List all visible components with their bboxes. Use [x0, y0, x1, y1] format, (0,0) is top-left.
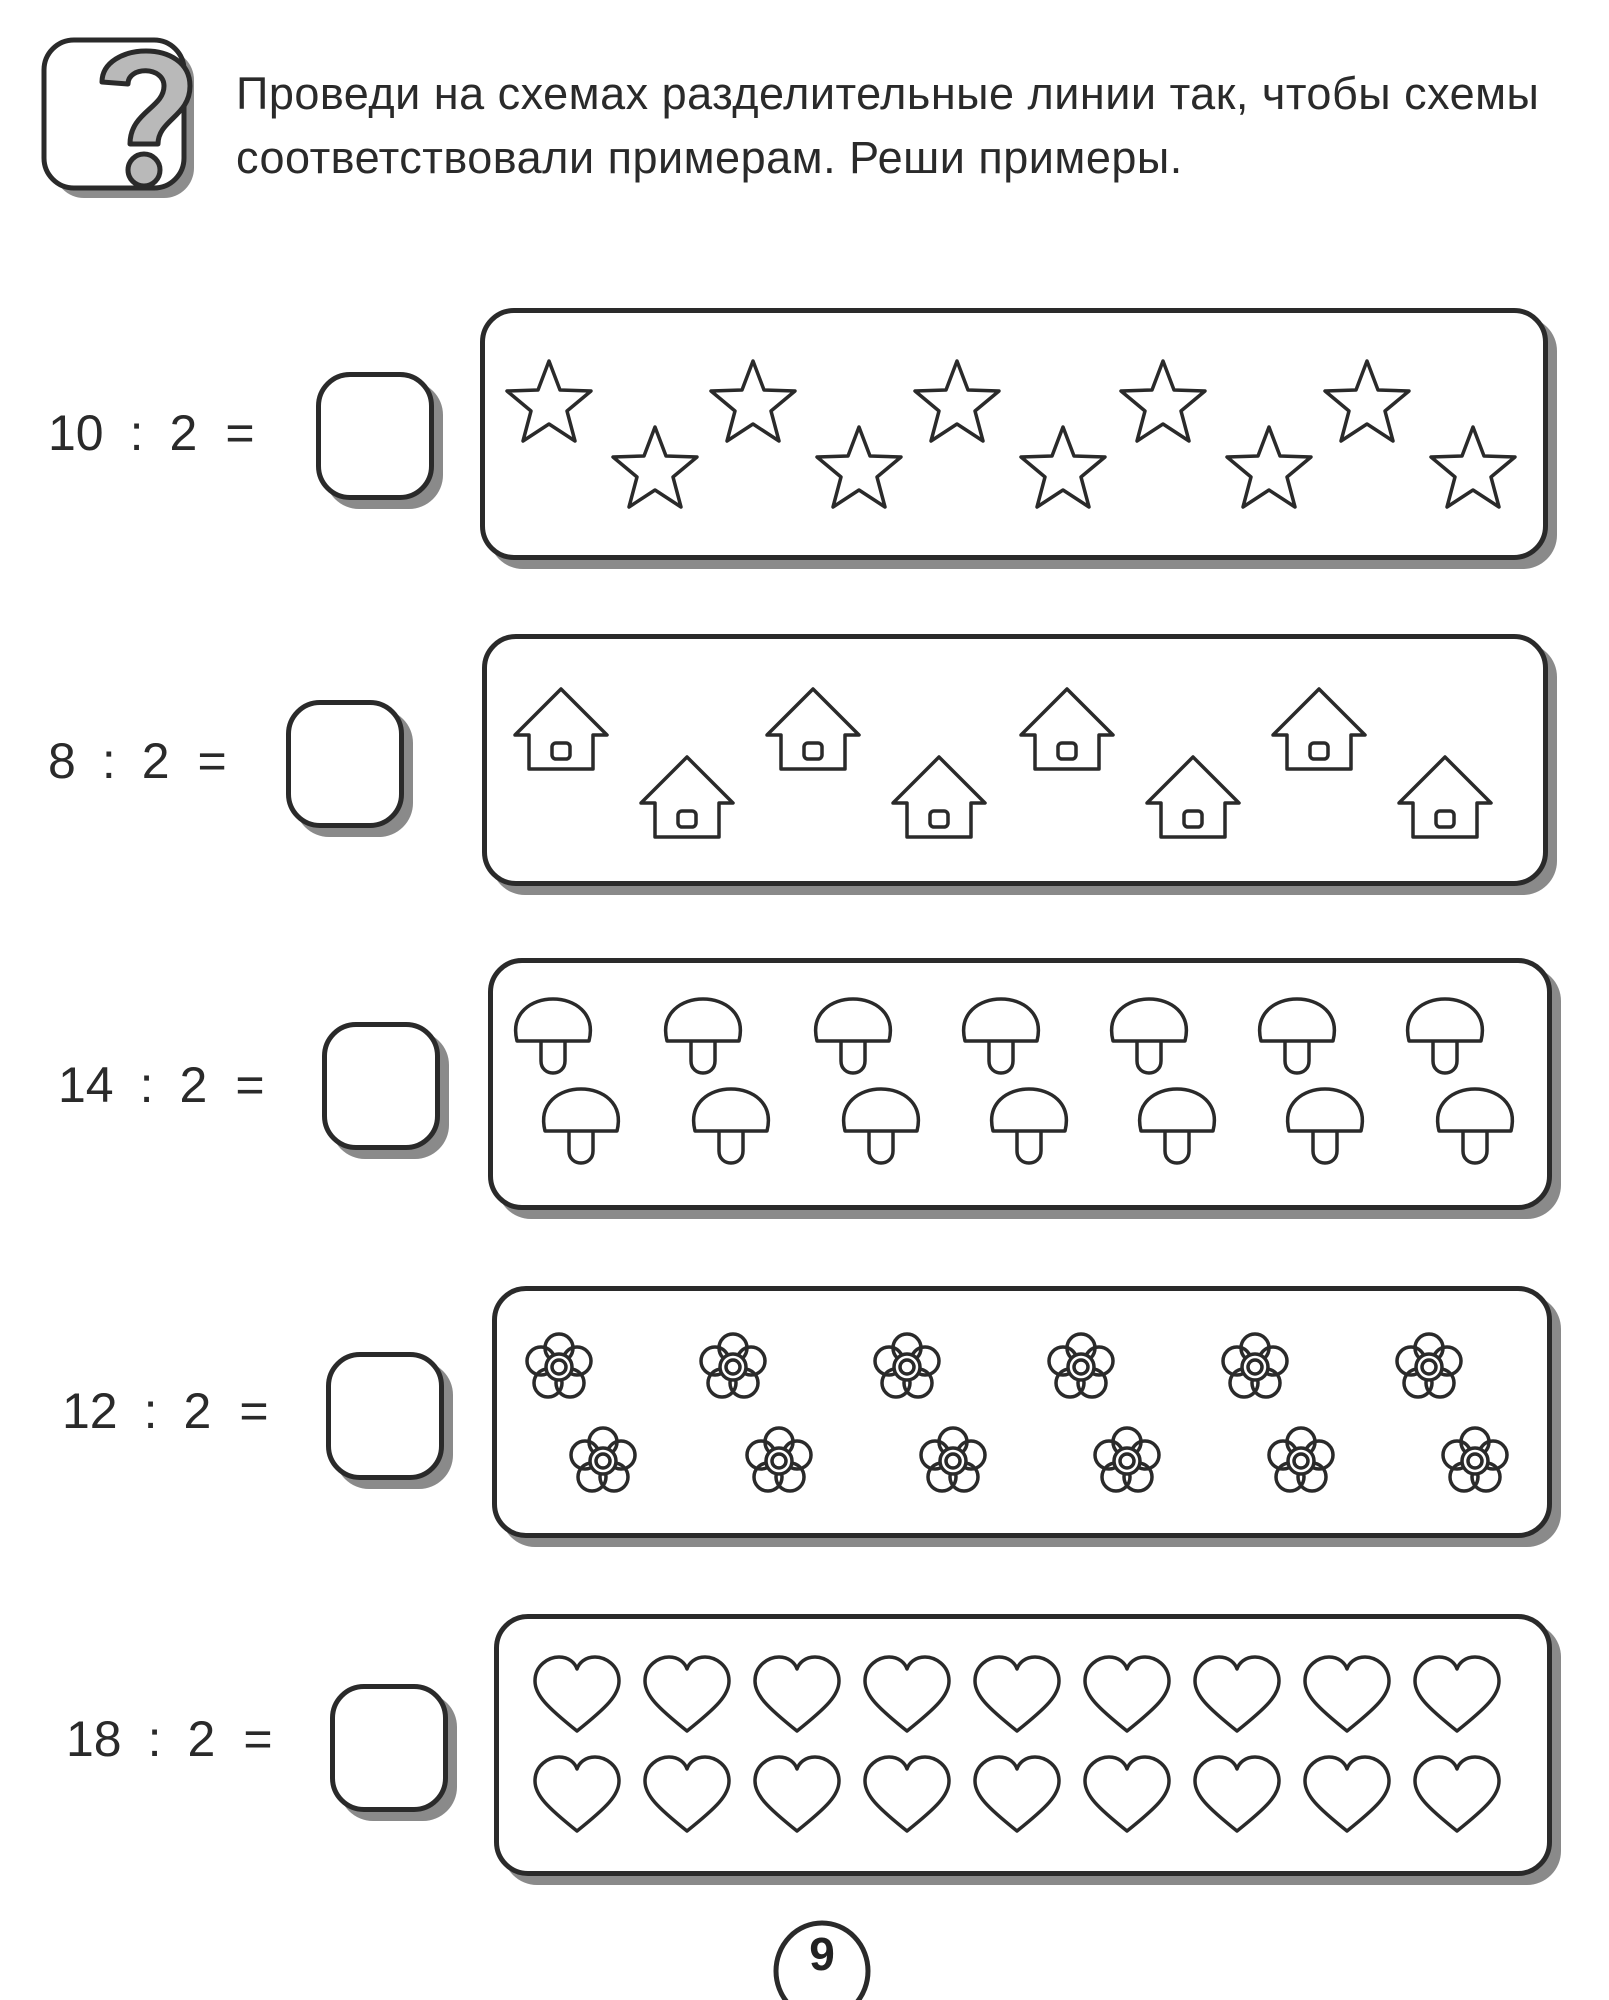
heart-icon — [865, 1757, 949, 1831]
heart-icon — [1415, 1757, 1499, 1831]
dividend: 8 — [48, 733, 76, 789]
divisor: 2 — [179, 1057, 208, 1113]
flower-icon — [747, 1428, 811, 1491]
house-icon — [641, 757, 733, 837]
dividend: 12 — [62, 1383, 118, 1439]
mushroom-icon — [816, 999, 891, 1073]
scheme-box[interactable] — [492, 1286, 1552, 1538]
flower-icon — [701, 1334, 765, 1397]
star-icon — [507, 361, 591, 441]
heart-icon — [1305, 1657, 1389, 1731]
mushroom-icon — [544, 1089, 619, 1163]
scheme-box[interactable] — [494, 1614, 1552, 1876]
mushroom-icon — [844, 1089, 919, 1163]
answer-box[interactable] — [316, 372, 434, 500]
answer-box[interactable] — [326, 1352, 444, 1480]
mushroom-icon — [992, 1089, 1067, 1163]
heart-icon — [535, 1657, 619, 1731]
star-icon — [1431, 427, 1515, 507]
scheme-shapes — [493, 963, 1549, 1207]
equals-sign: = — [197, 733, 227, 789]
answer-box[interactable] — [286, 700, 404, 828]
scheme-shapes — [497, 1291, 1549, 1535]
division-sign: : — [139, 1057, 154, 1113]
division-sign: : — [129, 405, 144, 461]
scheme-box[interactable] — [488, 958, 1552, 1210]
flower-icon — [1049, 1334, 1113, 1397]
heart-icon — [645, 1657, 729, 1731]
mushroom-icon — [1438, 1089, 1513, 1163]
divisor: 2 — [183, 1383, 212, 1439]
equals-sign: = — [235, 1057, 265, 1113]
star-icon — [1325, 361, 1409, 441]
house-icon — [1147, 757, 1239, 837]
house-icon — [893, 757, 985, 837]
heart-icon — [1415, 1657, 1499, 1731]
flower-icon — [527, 1334, 591, 1397]
flower-icon — [921, 1428, 985, 1491]
heart-icon — [755, 1757, 839, 1831]
heart-icon — [1305, 1757, 1389, 1831]
question-mark-icon — [40, 28, 215, 213]
page-number — [760, 1913, 884, 2000]
mushroom-icon — [1408, 999, 1483, 1073]
heart-icon — [975, 1657, 1059, 1731]
mushroom-icon — [666, 999, 741, 1073]
equals-sign: = — [243, 1711, 273, 1767]
star-icon — [1121, 361, 1205, 441]
dividend: 18 — [66, 1711, 122, 1767]
scheme-shapes — [487, 639, 1545, 883]
star-icon — [711, 361, 795, 441]
flower-icon — [1443, 1428, 1507, 1491]
equation — [48, 404, 255, 462]
flower-icon — [1223, 1334, 1287, 1397]
mushroom-icon — [694, 1089, 769, 1163]
flower-icon — [1397, 1334, 1461, 1397]
heart-icon — [1195, 1757, 1279, 1831]
house-icon — [1273, 689, 1365, 769]
answer-box[interactable] — [322, 1022, 440, 1150]
scheme-box[interactable] — [480, 308, 1548, 560]
answer-box[interactable] — [330, 1684, 448, 1812]
house-icon — [1021, 689, 1113, 769]
house-icon — [767, 689, 859, 769]
heart-icon — [1085, 1757, 1169, 1831]
equation — [62, 1382, 269, 1440]
division-sign: : — [143, 1383, 158, 1439]
scheme-shapes — [499, 1619, 1549, 1873]
equation — [58, 1056, 265, 1114]
mushroom-icon — [1140, 1089, 1215, 1163]
star-icon — [817, 427, 901, 507]
mushroom-icon — [1288, 1089, 1363, 1163]
heart-icon — [975, 1757, 1059, 1831]
heart-icon — [645, 1757, 729, 1831]
equals-sign: = — [225, 405, 255, 461]
flower-icon — [875, 1334, 939, 1397]
heart-icon — [535, 1757, 619, 1831]
instruction-text: Проведи на схемах разделительные линии так, чтобы схемы соответствовали примерам. Реши примеры. — [236, 68, 1540, 183]
equation — [66, 1710, 273, 1768]
star-icon — [1021, 427, 1105, 507]
equals-sign: = — [239, 1383, 269, 1439]
mushroom-icon — [964, 999, 1039, 1073]
heart-icon — [755, 1657, 839, 1731]
star-icon — [613, 427, 697, 507]
heart-icon — [1195, 1657, 1279, 1731]
star-icon — [915, 361, 999, 441]
divisor: 2 — [187, 1711, 216, 1767]
flower-icon — [1269, 1428, 1333, 1491]
page-number-text: 9 — [809, 1928, 835, 1980]
division-sign: : — [147, 1711, 162, 1767]
dividend: 14 — [58, 1057, 114, 1113]
house-icon — [515, 689, 607, 769]
mushroom-icon — [1112, 999, 1187, 1073]
heart-icon — [1085, 1657, 1169, 1731]
divisor: 2 — [169, 405, 198, 461]
scheme-box[interactable] — [482, 634, 1548, 886]
equation — [48, 732, 227, 790]
house-icon — [1399, 757, 1491, 837]
mushroom-icon — [516, 999, 591, 1073]
heart-icon — [865, 1657, 949, 1731]
mushroom-icon — [1260, 999, 1335, 1073]
flower-icon — [1095, 1428, 1159, 1491]
dividend: 10 — [48, 405, 104, 461]
star-icon — [1227, 427, 1311, 507]
flower-icon — [571, 1428, 635, 1491]
division-sign: : — [101, 733, 116, 789]
divisor: 2 — [141, 733, 170, 789]
scheme-shapes — [485, 313, 1545, 557]
